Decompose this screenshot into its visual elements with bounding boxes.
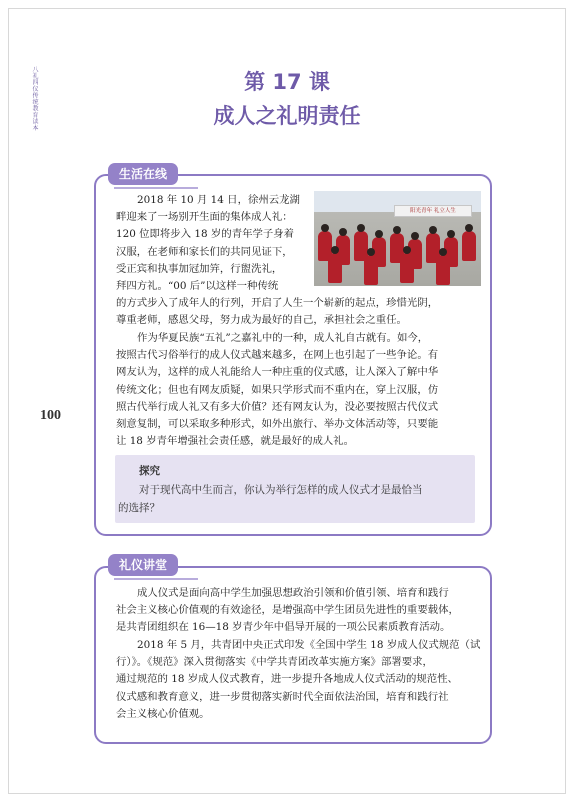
- photo-banner: 阳光青年 礼立人生: [394, 205, 472, 217]
- robed-student-figure: [462, 231, 476, 261]
- side-running-title: 八礼四仪传统教育读本: [31, 66, 38, 131]
- page-number: 100: [40, 408, 61, 423]
- life-online-paragraph-1: 2018 年 10 月 14 日，徐州云龙湖 畔迎来了一场别开生面的集体成人礼： 120 位即将步入 18 岁的青年学子身着 汉服，在老师和家长们的共同见证下， 受正宾和执事加冠加笄，行盥洗礼， 拜四方礼。“00 后”以这样一种传统 的方式步入了成年人的行列，开启了人生一个崭新的起点，珍惜光阴， 尊重老师，感恩父母，努力成为最好的自己，承担社会之重任。: [116, 194, 439, 327]
- life-online-tag: 生活在线: [108, 163, 178, 185]
- etiquette-lecture-paragraph-1: 成人仪式是面向高中学生加强思想政治引领和价值引领、培育和践行 社会主义核心价值观的有效途径，是增强高中学生团员先进性的重要载体， 是共青团组织在 16—18 岁青少年中倡导开展的一项公民素质教育活动。: [116, 587, 459, 634]
- lesson-number: 第 17 课: [244, 70, 330, 94]
- life-online-paragraph-2: 作为华夏民族“五礼”之嘉礼中的一种，成人礼自古就有。如今， 按照古代习俗举行的成人仪式越来越多，在网上也引起了一些争论。有 网友认为，这样的成人礼能给人一种庄重的仪式感，让人深入了解中华 传统文化；但也有网友质疑，如果只学形式而不重内在，穿上汉服，仿 照古代举行成人礼又有多大价值？还有网友认为，没必要按照古代仪式 刻意复制，可以采取多种形式，如外出旅行、举办文体活动等，只要能 让 18 岁青年增强社会责任感，就是最好的成人礼。: [116, 332, 439, 448]
- lesson-title: 成人之礼明责任: [213, 104, 361, 128]
- etiquette-lecture-paragraph-2: 2018 年 5 月，共青团中央正式印发《全国中学生 18 岁成人仪式规范（试 行）》。《规范》深入贯彻落实《中学共青团改革实施方案》部署要求， 通过规范的 18 岁成人仪式教育，进一步提升各地成人仪式活动的规范性、 仪式感和教育意义，进一步贯彻落实新时代全面依法治国，培育和践行社 会主义核心价值观。: [116, 639, 481, 720]
- explore-question: 对于现代高中生而言，你认为举行怎样的成人仪式才是最恰当 的选择？: [118, 484, 423, 514]
- etiquette-lecture-tag: 礼仪讲堂: [108, 554, 178, 576]
- explore-title: 探究: [139, 465, 160, 477]
